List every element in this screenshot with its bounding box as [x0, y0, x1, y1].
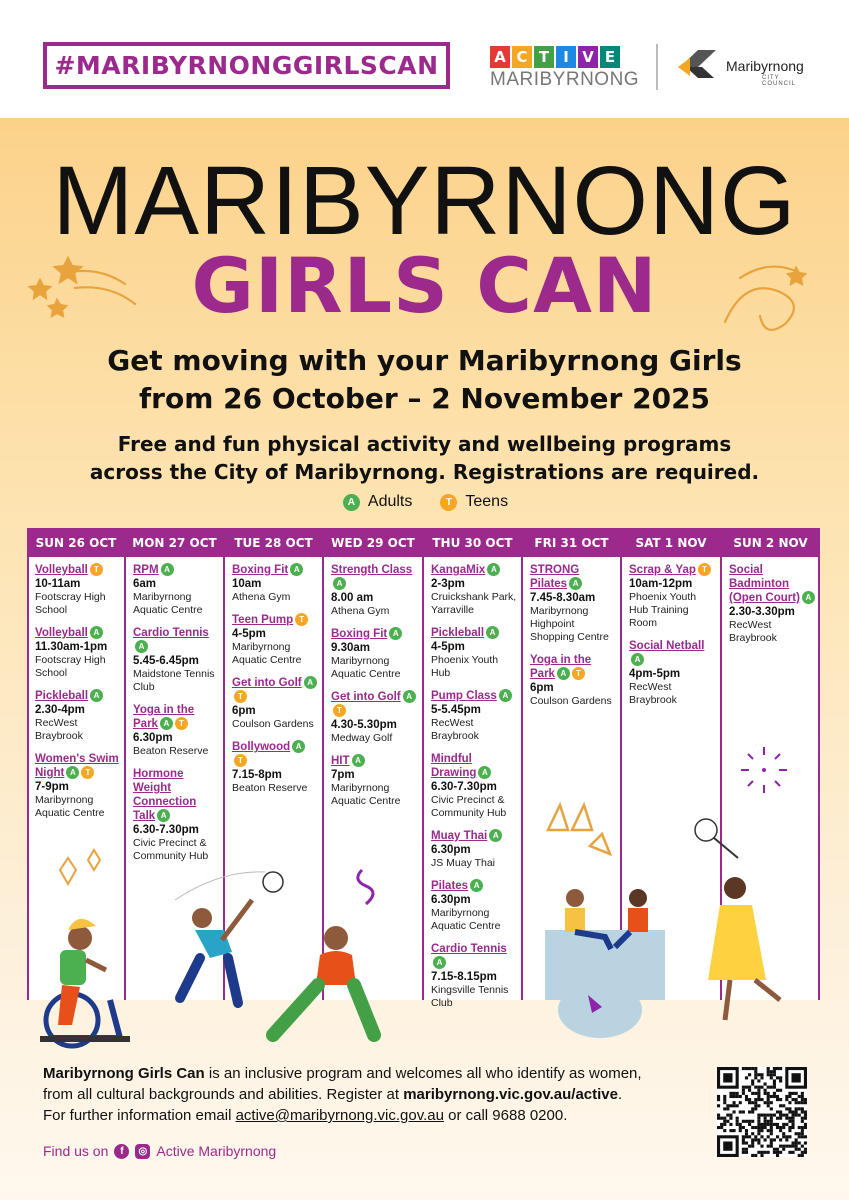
activity-name[interactable] — [431, 563, 518, 577]
activity-name[interactable] — [232, 740, 319, 768]
activity-time: 6am — [133, 578, 157, 590]
activity-name-text: Hormone Weight Connection Talk — [133, 768, 197, 822]
activity-name-text: HIT — [331, 755, 350, 767]
activity-item — [133, 703, 220, 758]
column-divider — [818, 557, 820, 1000]
activity-name-text: Volleyball — [35, 627, 88, 639]
activity-name-text: Get into Golf — [232, 677, 302, 689]
activity-item — [232, 740, 319, 795]
day-header: WED 29 OCT — [331, 535, 415, 550]
teens-badge-icon: T — [333, 704, 346, 717]
active-letter: T — [534, 46, 554, 68]
intro-line-2: across the City of Maribyrnong. Registrations are required. — [89, 460, 760, 484]
activity-item — [331, 627, 419, 681]
activity-name-text: KangaMix — [431, 564, 486, 576]
activity-time: 8.00 am — [331, 592, 374, 604]
teens-badge-icon: T — [234, 690, 247, 703]
day-header: THU 30 OCT — [432, 535, 513, 550]
activity-time: 4.30-5.30pm — [331, 719, 397, 731]
activity-name-text: STRONG Pilates — [530, 564, 580, 590]
activity-item — [431, 563, 518, 617]
activity-name-text: Scrap & Yap — [629, 564, 696, 576]
footer-text — [43, 1063, 713, 1126]
activity-venue: Maribyrnong Aquatic Centre — [331, 782, 401, 807]
activity-venue: RecWest Braybrook — [629, 681, 677, 706]
active-maribyrnong-logo — [490, 46, 640, 90]
footer-line-1-rest: is an inclusive program and welcomes all who identify as women, — [204, 1065, 642, 1082]
activity-name[interactable] — [431, 752, 518, 780]
email-link[interactable]: active@maribyrnong.vic.gov.au — [235, 1107, 444, 1124]
activity-item — [431, 626, 518, 680]
activity-name-text: Pickleball — [431, 627, 485, 639]
teens-badge-icon: T — [572, 667, 585, 680]
activity-name[interactable] — [133, 563, 220, 577]
activity-item — [35, 752, 121, 820]
activity-time: 6.30pm — [133, 732, 173, 744]
activity-name[interactable] — [331, 627, 419, 641]
adults-badge-icon: A — [292, 740, 305, 753]
active-letter: C — [512, 46, 532, 68]
activity-venue: Coulson Gardens — [530, 695, 612, 707]
adults-badge-icon: A — [333, 577, 346, 590]
column-divider — [322, 557, 324, 1000]
footer-line-2-start: from all cultural backgrounds and abilities. Register at — [43, 1086, 404, 1103]
day-header: MON 27 OCT — [132, 535, 217, 550]
activity-time: 7pm — [331, 769, 355, 781]
column-divider — [620, 557, 622, 1000]
activity-time: 2.30-3.30pm — [729, 606, 795, 618]
activity-item — [133, 626, 220, 694]
footer-line-3 — [43, 1105, 713, 1126]
council-emblem-icon — [676, 44, 722, 90]
day-column — [224, 557, 323, 1000]
activity-venue: Phoenix Youth Hub — [431, 654, 499, 679]
activity-name[interactable] — [530, 653, 617, 681]
hashtag-box: #MARIBYRNONGGIRLSCAN — [43, 42, 450, 89]
find-us — [43, 1143, 276, 1159]
activity-venue: Cruickshank Park, Yarraville — [431, 591, 517, 616]
teens-badge-icon: T — [440, 494, 457, 511]
activity-item — [232, 563, 319, 604]
activity-item — [232, 613, 319, 667]
adults-badge-icon: A — [802, 591, 815, 604]
activity-time: 6pm — [232, 705, 256, 717]
activity-venue: Footscray High School — [35, 591, 106, 616]
activity-venue: Maribyrnong Aquatic Centre — [232, 641, 302, 666]
activity-time: 10am-12pm — [629, 578, 693, 590]
activity-venue: Maribyrnong Aquatic Centre — [35, 794, 105, 819]
activity-name-text: Pickleball — [35, 690, 89, 702]
adults-badge-icon: A — [66, 766, 79, 779]
activity-venue: Athena Gym — [331, 605, 390, 617]
adults-badge-icon: A — [389, 627, 402, 640]
subtitle — [0, 342, 849, 418]
activity-time: 2.30-4pm — [35, 704, 85, 716]
activity-name-text: Get into Golf — [331, 691, 401, 703]
activity-time: 7.15-8.15pm — [431, 971, 497, 983]
activity-venue: Maribyrnong Aquatic Centre — [133, 591, 203, 616]
activity-time: 7.45-8.30am — [530, 592, 596, 604]
intro-text — [0, 430, 849, 486]
active-letter: A — [490, 46, 510, 68]
activity-time: 7-9pm — [35, 781, 69, 793]
activity-venue: Maribyrnong Aquatic Centre — [331, 655, 401, 680]
adults-badge-icon: A — [290, 563, 303, 576]
activity-name-text: RPM — [133, 564, 159, 576]
activity-name-text: Pump Class — [431, 690, 497, 702]
activity-name[interactable] — [431, 626, 518, 640]
schedule-grid — [27, 528, 820, 1009]
activity-name-text: Teen Pump — [232, 614, 294, 626]
activity-item — [331, 690, 419, 745]
activity-venue: Athena Gym — [232, 591, 291, 603]
logo-divider — [656, 44, 658, 90]
activity-name[interactable] — [530, 563, 617, 591]
activity-venue: Phoenix Youth Hub Training Room — [629, 591, 697, 629]
activity-venue: JS Muay Thai — [431, 857, 495, 869]
adults-badge-icon: A — [499, 689, 512, 702]
activity-name[interactable] — [35, 626, 121, 640]
adults-badge-icon: A — [470, 879, 483, 892]
activity-name-text: Pilates — [431, 880, 469, 892]
activity-name[interactable] — [35, 563, 121, 577]
activity-item — [232, 676, 319, 731]
day-header: SUN 2 NOV — [733, 535, 808, 550]
activity-item — [35, 689, 121, 743]
program-name: Maribyrnong Girls Can — [43, 1065, 205, 1082]
activity-name[interactable] — [331, 754, 419, 768]
legend-teens-label: Teens — [465, 493, 509, 510]
activity-venue: Maidstone Tennis Club — [133, 668, 215, 693]
active-wordmark — [490, 46, 640, 68]
activity-item — [431, 752, 518, 820]
adults-badge-icon: A — [304, 676, 317, 689]
register-link[interactable]: maribyrnong.vic.gov.au/active — [403, 1086, 618, 1103]
activity-name-text: Yoga in the Park — [133, 704, 195, 730]
activity-venue: Medway Golf — [331, 732, 393, 744]
activity-venue: Footscray High School — [35, 654, 106, 679]
teens-badge-icon: T — [295, 613, 308, 626]
activity-item — [629, 563, 717, 630]
teens-badge-icon: T — [698, 563, 711, 576]
activity-time: 4-5pm — [431, 641, 465, 653]
activity-name-text: Cardio Tennis — [133, 627, 209, 639]
teens-badge-icon: T — [81, 766, 94, 779]
activity-item — [331, 563, 419, 618]
intro-line-1: Free and fun physical activity and wellbeing programs — [117, 432, 732, 456]
activity-venue: Maribyrnong Highpoint Shopping Centre — [530, 605, 609, 643]
activity-item — [629, 639, 717, 707]
column-divider — [521, 557, 523, 1000]
footer-line-3-end: or call 9688 0200. — [443, 1107, 568, 1124]
active-logo-subtext: MARIBYRNONG — [490, 69, 640, 90]
activity-item — [133, 767, 220, 863]
day-column — [323, 557, 423, 1000]
activity-name-text: Boxing Fit — [232, 564, 289, 576]
title-line-1: MARIBYRNONG — [52, 146, 797, 255]
activity-name-text: Social Netball — [629, 640, 705, 652]
activity-item — [35, 626, 121, 680]
activity-item — [133, 563, 220, 617]
activity-venue: RecWest Braybrook — [729, 619, 777, 644]
activity-time: 6.30-7.30pm — [133, 824, 199, 836]
adults-badge-icon: A — [160, 717, 173, 730]
activity-name[interactable] — [35, 689, 121, 703]
activity-name-text: Social Badminton (Open Court) — [729, 564, 800, 604]
activity-name[interactable] — [232, 563, 319, 577]
activity-time: 11.30am-1pm — [35, 641, 108, 653]
activity-venue: Beaton Reserve — [232, 782, 308, 794]
qr-code-icon[interactable] — [717, 1067, 807, 1157]
activity-time: 6.30-7.30pm — [431, 781, 497, 793]
subtitle-line-2: from 26 October – 2 November 2025 — [138, 382, 711, 415]
adults-badge-icon: A — [157, 809, 170, 822]
adults-badge-icon: A — [161, 563, 174, 576]
activity-time: 4-5pm — [232, 628, 266, 640]
header-bar — [0, 0, 849, 118]
legend-adults — [341, 493, 412, 511]
activity-name-text: Volleyball — [35, 564, 88, 576]
activity-name[interactable] — [133, 626, 220, 654]
day-column — [125, 557, 224, 1000]
activity-venue: Coulson Gardens — [232, 718, 314, 730]
activity-time: 9.30am — [331, 642, 371, 654]
activity-item — [431, 879, 518, 933]
adults-badge-icon: A — [403, 690, 416, 703]
footer-line-2-end: . — [617, 1086, 623, 1103]
facebook-icon[interactable]: f — [114, 1144, 129, 1159]
activity-name[interactable] — [629, 639, 717, 667]
activity-venue: RecWest Braybrook — [35, 717, 83, 742]
activity-name-text: Strength Class — [331, 564, 413, 576]
council-name: Maribyrnong — [726, 58, 804, 74]
day-column — [522, 557, 621, 1000]
activity-name[interactable] — [431, 689, 518, 703]
subtitle-line-1: Get moving with your Maribyrnong Girls — [107, 344, 742, 377]
column-divider — [720, 557, 722, 1000]
column-divider — [422, 557, 424, 1000]
activity-name-text: Cardio Tennis — [431, 943, 507, 955]
legend-adults-label: Adults — [367, 493, 413, 510]
activity-time: 4pm-5pm — [629, 668, 681, 680]
activity-name[interactable] — [133, 703, 220, 731]
activity-time: 6.30pm — [431, 844, 471, 856]
activity-time: 10am — [232, 578, 262, 590]
find-us-label: Find us on — [43, 1143, 109, 1159]
day-column — [27, 557, 125, 1000]
activity-venue: RecWest Braybrook — [431, 717, 479, 742]
adults-badge-icon: A — [569, 577, 582, 590]
activity-name[interactable] — [431, 829, 518, 843]
activity-name[interactable] — [232, 676, 319, 704]
footer-line-2 — [43, 1084, 713, 1105]
activity-time: 7.15-8pm — [232, 769, 282, 781]
social-handle[interactable]: Active Maribyrnong — [156, 1143, 277, 1159]
active-letter: E — [600, 46, 620, 68]
activity-name[interactable] — [133, 767, 220, 823]
day-column — [621, 557, 721, 1000]
activity-name[interactable] — [629, 563, 717, 577]
day-column — [721, 557, 820, 1000]
adults-badge-icon: A — [478, 766, 491, 779]
teens-badge-icon: T — [90, 563, 103, 576]
adults-badge-icon: A — [433, 956, 446, 969]
adults-badge-icon: A — [90, 626, 103, 639]
adults-badge-icon: A — [343, 494, 360, 511]
activity-name[interactable] — [431, 879, 518, 893]
activity-item — [331, 754, 419, 808]
activity-name-text: Yoga in the Park — [530, 654, 592, 680]
adults-badge-icon: A — [486, 626, 499, 639]
footer-line-1 — [43, 1063, 713, 1084]
activity-name-text: Muay Thai — [431, 830, 488, 842]
activity-name-text: Bollywood — [232, 741, 291, 753]
activity-venue: Kingsville Tennis Club — [431, 984, 509, 1009]
activity-name-text: Boxing Fit — [331, 628, 388, 640]
day-header: FRI 31 OCT — [534, 535, 609, 550]
activity-name[interactable] — [331, 690, 419, 718]
activity-time: 5.45-6.45pm — [133, 655, 199, 667]
activity-venue: Maribyrnong Aquatic Centre — [431, 907, 501, 932]
activity-time: 10-11am — [35, 578, 81, 590]
activity-name-text: Mindful Drawing — [431, 753, 477, 779]
activity-item — [530, 563, 617, 644]
legend — [0, 493, 849, 511]
activity-item — [530, 653, 617, 708]
adults-badge-icon: A — [557, 667, 570, 680]
legend-teens — [438, 493, 508, 511]
column-divider — [124, 557, 126, 1000]
adults-badge-icon: A — [631, 653, 644, 666]
activity-name[interactable] — [35, 752, 121, 780]
column-divider — [27, 557, 29, 1000]
activity-item — [35, 563, 121, 617]
instagram-icon[interactable]: ◎ — [135, 1144, 150, 1159]
activity-item — [729, 563, 816, 645]
activity-name[interactable] — [431, 942, 518, 970]
activity-venue: Civic Precinct & Community Hub — [133, 837, 209, 862]
title-line-2: GIRLS CAN — [191, 241, 658, 330]
day-header: SAT 1 NOV — [635, 535, 707, 550]
activity-item — [431, 689, 518, 743]
activity-item — [431, 829, 518, 870]
activity-time: 2-3pm — [431, 578, 465, 590]
day-column — [423, 557, 522, 1009]
footer-line-3-start: For further information email — [43, 1107, 236, 1124]
activity-item — [431, 942, 518, 1010]
adults-badge-icon: A — [487, 563, 500, 576]
adults-badge-icon: A — [135, 640, 148, 653]
activity-name[interactable] — [729, 563, 816, 605]
activity-name[interactable] — [232, 613, 319, 627]
council-subtitle: CITY COUNCIL — [762, 75, 797, 87]
active-letter: I — [556, 46, 576, 68]
adults-badge-icon: A — [489, 829, 502, 842]
activity-time: 6.30pm — [431, 894, 471, 906]
active-letter: V — [578, 46, 598, 68]
activity-time: 6pm — [530, 682, 554, 694]
activity-time: 5-5.45pm — [431, 704, 481, 716]
teens-badge-icon: T — [175, 717, 188, 730]
day-header: SUN 26 OCT — [35, 535, 117, 550]
column-divider — [223, 557, 225, 1000]
activity-venue: Civic Precinct & Community Hub — [431, 794, 507, 819]
teens-badge-icon: T — [234, 754, 247, 767]
day-header: TUE 28 OCT — [234, 535, 313, 550]
activity-venue: Beaton Reserve — [133, 745, 209, 757]
adults-badge-icon: A — [90, 689, 103, 702]
activity-name[interactable] — [331, 563, 419, 591]
activity-name-text: Women's Swim Night — [35, 753, 119, 779]
council-logo — [676, 44, 816, 94]
adults-badge-icon: A — [352, 754, 365, 767]
